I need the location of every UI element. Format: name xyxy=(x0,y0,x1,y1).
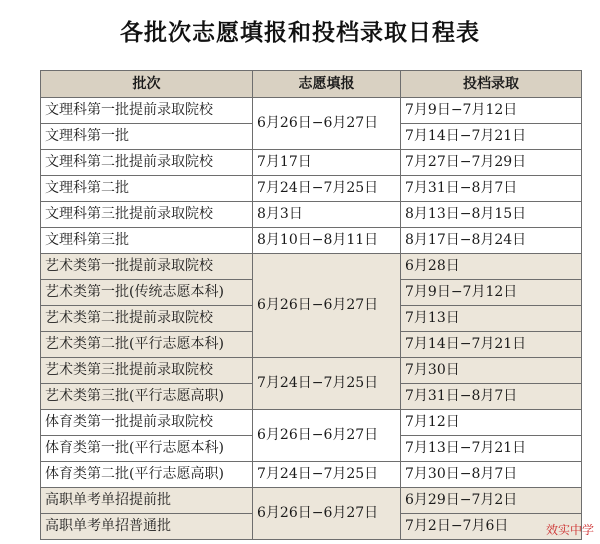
admission-date-cell: 7月27日−7月29日 xyxy=(401,150,582,176)
table-row xyxy=(41,202,582,228)
batch-cell: 高职单考单招提前批 xyxy=(41,488,253,514)
admission-date-cell: 7月13日 xyxy=(401,306,582,332)
fill-date-cell: 8月3日 xyxy=(253,202,401,228)
table-row xyxy=(41,254,582,280)
fill-date-cell: 6月26日−6月27日 xyxy=(253,98,401,150)
table-row xyxy=(41,150,582,176)
admission-date-cell: 7月30日 xyxy=(401,358,582,384)
batch-cell: 艺术类第一批(传统志愿本科) xyxy=(41,280,253,306)
batch-cell: 文理科第二批提前录取院校 xyxy=(41,150,253,176)
header-admission: 投档录取 xyxy=(401,71,582,98)
fill-date-cell: 7月17日 xyxy=(253,150,401,176)
admission-date-cell: 8月13日−8月15日 xyxy=(401,202,582,228)
table-row xyxy=(41,488,582,514)
table-row xyxy=(41,410,582,436)
admission-date-cell: 6月28日 xyxy=(401,254,582,280)
header-fill: 志愿填报 xyxy=(253,71,401,98)
admission-date-cell: 7月14日−7月21日 xyxy=(401,332,582,358)
batch-cell: 文理科第三批提前录取院校 xyxy=(41,202,253,228)
fill-date-cell: 6月26日−6月27日 xyxy=(253,254,401,358)
fill-date-cell: 6月26日−6月27日 xyxy=(253,410,401,462)
table-row xyxy=(41,358,582,384)
batch-cell: 体育类第一批(平行志愿本科) xyxy=(41,436,253,462)
schedule-table xyxy=(40,70,582,540)
table-row xyxy=(41,462,582,488)
admission-date-cell: 7月31日−8月7日 xyxy=(401,384,582,410)
admission-date-cell: 7月13日−7月21日 xyxy=(401,436,582,462)
admission-date-cell: 8月17日−8月24日 xyxy=(401,228,582,254)
batch-cell: 文理科第二批 xyxy=(41,176,253,202)
table-row xyxy=(41,98,582,124)
batch-cell: 体育类第二批(平行志愿高职) xyxy=(41,462,253,488)
table-header-row xyxy=(41,71,582,98)
admission-date-cell: 7月2日−7月6日 xyxy=(401,514,582,540)
batch-cell: 艺术类第一批提前录取院校 xyxy=(41,254,253,280)
fill-date-cell: 7月24日−7月25日 xyxy=(253,462,401,488)
admission-date-cell: 7月9日−7月12日 xyxy=(401,98,582,124)
batch-cell: 艺术类第三批提前录取院校 xyxy=(41,358,253,384)
admission-date-cell: 7月14日−7月21日 xyxy=(401,124,582,150)
batch-cell: 文理科第三批 xyxy=(41,228,253,254)
batch-cell: 文理科第一批 xyxy=(41,124,253,150)
batch-cell: 文理科第一批提前录取院校 xyxy=(41,98,253,124)
page-title: 各批次志愿填报和投档录取日程表 xyxy=(120,20,480,46)
batch-cell: 艺术类第三批(平行志愿高职) xyxy=(41,384,253,410)
admission-date-cell: 7月30日−8月7日 xyxy=(401,462,582,488)
fill-date-cell: 7月24日−7月25日 xyxy=(253,358,401,410)
batch-cell: 高职单考单招普通批 xyxy=(41,514,253,540)
batch-cell: 艺术类第二批(平行志愿本科) xyxy=(41,332,253,358)
batch-cell: 艺术类第二批提前录取院校 xyxy=(41,306,253,332)
schedule-body xyxy=(41,98,582,540)
batch-cell: 体育类第一批提前录取院校 xyxy=(41,410,253,436)
admission-date-cell: 7月31日−8月7日 xyxy=(401,176,582,202)
admission-date-cell: 7月12日 xyxy=(401,410,582,436)
fill-date-cell: 7月24日−7月25日 xyxy=(253,176,401,202)
table-row xyxy=(41,176,582,202)
table-row xyxy=(41,228,582,254)
watermark: 效实中学 xyxy=(545,523,594,537)
header-batch: 批次 xyxy=(41,71,253,98)
admission-date-cell: 7月9日−7月12日 xyxy=(401,280,582,306)
admission-date-cell: 6月29日−7月2日 xyxy=(401,488,582,514)
fill-date-cell: 8月10日−8月11日 xyxy=(253,228,401,254)
fill-date-cell: 6月26日−6月27日 xyxy=(253,488,401,540)
